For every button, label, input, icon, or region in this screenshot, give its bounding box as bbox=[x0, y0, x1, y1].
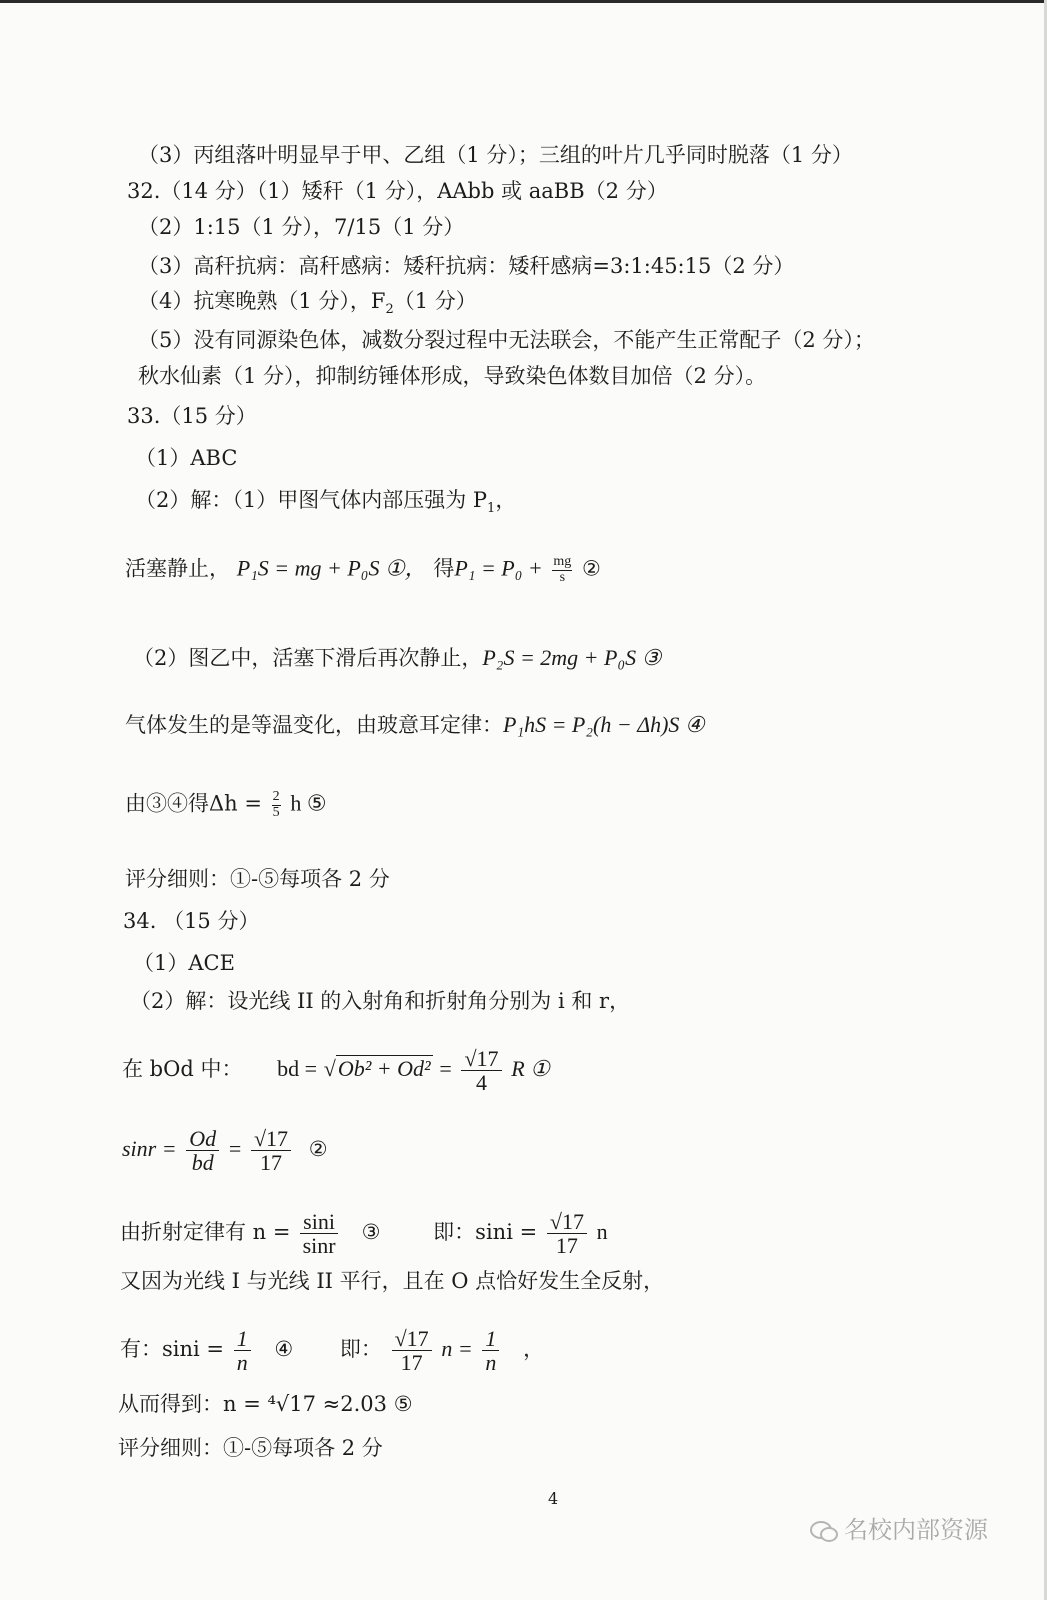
fraction-1-over-n-b: $\frac{1}{n}$ bbox=[482, 1327, 499, 1374]
fraction-sini-over-sinr: $\frac{\sin i}{\sin r}$ bbox=[300, 1210, 338, 1257]
fraction-sqrt17-over-4: $\frac{√17}{4}$ bbox=[461, 1047, 501, 1094]
answer-32-2: （2）1:15（1 分），7/15（1 分） bbox=[138, 215, 465, 239]
wechat-icon bbox=[810, 1521, 838, 1541]
fraction-1-over-n: $\frac{1}{n}$ bbox=[234, 1327, 251, 1374]
answer-31-3: （3）丙组落叶明显早于甲、乙组（1 分）；三组的叶片几乎同时脱落（1 分） bbox=[138, 143, 853, 167]
fraction-sqrt17-over-17: $\frac{√17}{17}$ bbox=[251, 1127, 291, 1174]
answer-33-1: （1）ABC bbox=[135, 446, 238, 470]
equation-total-reflection: 有：sini = $\frac{1}{n}$ ④ 即： $\frac{√17}{17}$ n = $\frac{1}{n}$ ， bbox=[120, 1326, 545, 1376]
scoring-rule-34: 评分细则：①-⑤每项各 2 分 bbox=[118, 1436, 383, 1460]
answer-32-5-line2: 秋水仙素（1 分），抑制纺锤体形成，导致染色体数目加倍（2 分）。 bbox=[138, 364, 767, 388]
answer-34-1: （1）ACE bbox=[133, 951, 235, 975]
answer-34-parallel: 又因为光线 I 与光线 II 平行，且在 O 点恰好发生全反射， bbox=[120, 1269, 665, 1293]
answer-34-result: 从而得到：n = ⁴√17 ≈2.03 ⑤ bbox=[118, 1392, 413, 1416]
watermark: 名校内部资源 bbox=[810, 1510, 988, 1545]
fraction-sqrt17-over-17-c: $\frac{√17}{17}$ bbox=[392, 1327, 432, 1374]
equation-bd: 在 bOd 中： bd = √Ob² + Od² = $\frac{√17}{4}$ R ① bbox=[122, 1046, 550, 1096]
equation-delta-h: 由③④得Δh = $\frac{2}{5}$ h ⑤ bbox=[125, 789, 327, 820]
page-number: 4 bbox=[548, 1489, 559, 1508]
equation-boyle: 气体发生的是等温变化，由玻意耳定律：P₁hS = P₂(h − Δh)S ④ bbox=[125, 712, 705, 737]
answer-32-3: （3）高秆抗病：高秆感病：矮秆抗病：矮秆感病=3:1:45:15（2 分） bbox=[138, 254, 795, 278]
equation-piston-static: 活塞静止， P₁S = mg + P₀S ①， 得P₁ = P₀ + $\frac{mg}{s}$ ② bbox=[125, 554, 601, 585]
scoring-rule-33: 评分细则：①-⑤每项各 2 分 bbox=[125, 867, 390, 891]
equation-snell: 由折射定律有 n = $\frac{\sin i}{\sin r}$ ③ 即：sini = $\frac{√17}{17}$ n bbox=[120, 1209, 608, 1259]
answer-34-2-intro: （2）解：设光线 II 的入射角和折射角分别为 i 和 r， bbox=[130, 989, 631, 1013]
answer-32-4: （4）抗寒晚熟（1 分），$F_2(1$ 分） bbox=[138, 289, 477, 318]
fraction-od-over-bd: $\frac{Od}{bd}$ bbox=[186, 1127, 219, 1174]
fraction-two-fifths: $\frac{2}{5}$ bbox=[272, 789, 280, 820]
answer-34-heading: 34. （15 分） bbox=[123, 909, 260, 933]
answer-32-heading: 32.（14 分）（1）矮秆（1 分），AAbb 或 aaBB（2 分） bbox=[127, 179, 668, 203]
answer-33-2-intro: （2）解：（1）甲图气体内部压强为 $P_1$， bbox=[135, 488, 517, 517]
top-border bbox=[0, 0, 1047, 3]
answer-33-heading: 33.（15 分） bbox=[127, 404, 257, 428]
fraction-sqrt17-over-17-b: $\frac{√17}{17}$ bbox=[547, 1210, 587, 1257]
sqrt-ob-od: √Ob² + Od² bbox=[323, 1056, 431, 1082]
fraction-mg-over-s: $\frac{mg}{s}$ bbox=[553, 554, 572, 585]
equation-sinr: sinr = $\frac{Od}{bd}$ = $\frac{√17}{17}$ ② bbox=[122, 1126, 328, 1176]
answer-32-5-line1: （5）没有同源染色体，减数分裂过程中无法联会，不能产生正常配子（2 分）； bbox=[138, 328, 875, 352]
equation-figure-b: （2）图乙中，活塞下滑后再次静止，P₂S = 2mg + P₀S ③ bbox=[133, 645, 662, 670]
